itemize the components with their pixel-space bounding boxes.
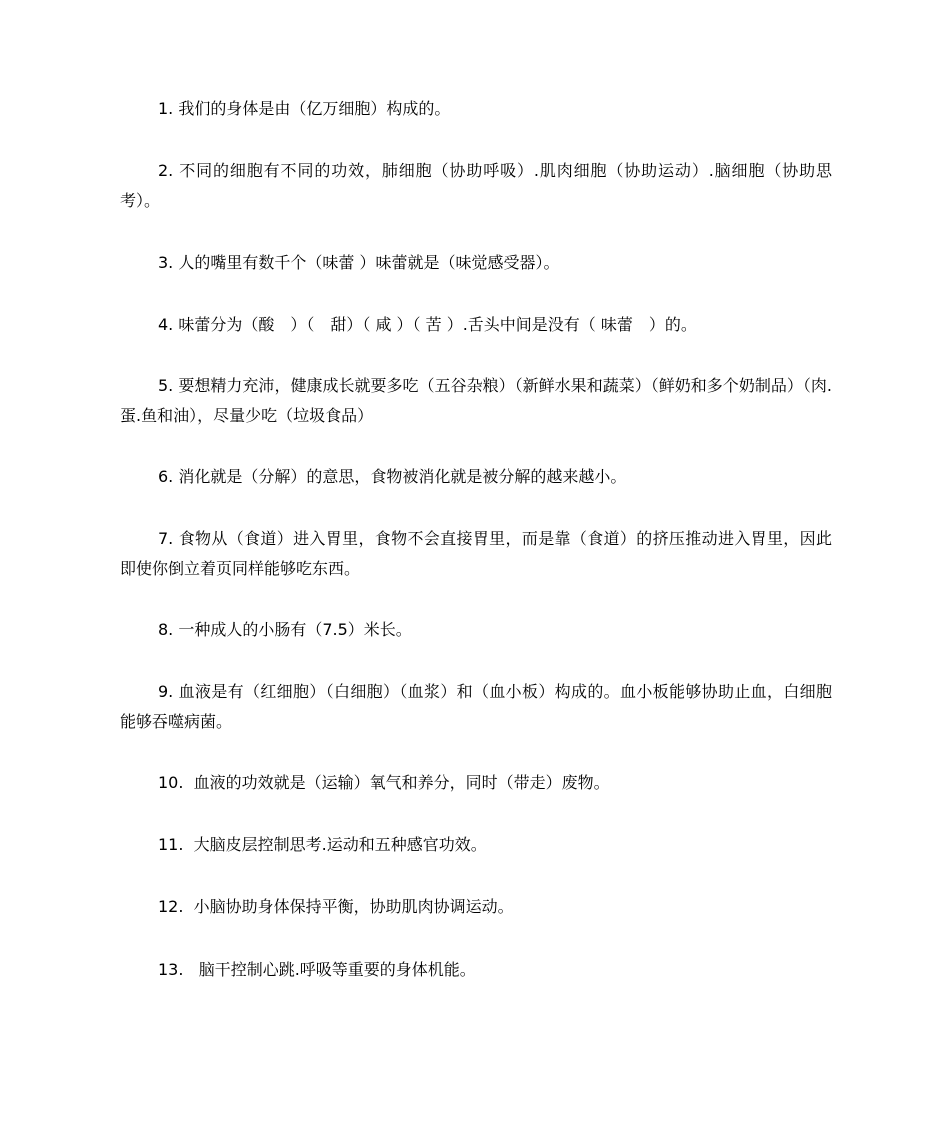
- paragraph-4: 4. 味蕾分为（酸 ）（ 甜）（ 咸 ）（ 苦 ）.舌头中间是没有（ 味蕾 ）的。: [158, 315, 697, 334]
- paragraph-5: 5. 要想精力充沛，健康成长就要多吃（五谷杂粮）（新鲜水果和蔬菜）（鲜奶和多个奶制品）（肉.蛋.鱼和油），尽量少吃（垃圾食品）: [120, 376, 832, 425]
- paragraph-2: 2. 不同的细胞有不同的功效，肺细胞（协助呼吸）.肌肉细胞（协助运动）.脑细胞（协助思考）。: [120, 161, 832, 210]
- paragraph-7: 7. 食物从（食道）进入胃里，食物不会直接胃里，而是靠（食道）的挤压推动进入胃里，因此即使你倒立着页同样能够吃东西。: [120, 529, 832, 578]
- paragraph-3: 3. 人的嘴里有数千个（味蕾 ）味蕾就是（味觉感受器）。: [158, 253, 560, 272]
- paragraph-11: 11. 大脑皮层控制思考.运动和五种感官功效。: [158, 835, 487, 854]
- paragraph-12: 12. 小脑协助身体保持平衡，协助肌肉协调运动。: [158, 897, 514, 916]
- paragraph-9: 9. 血液是有（红细胞）（白细胞）（血浆）和（血小板）构成的。血小板能够协助止血，白细胞能够吞噬病菌。: [120, 682, 832, 731]
- paragraph-1: 1. 我们的身体是由（亿万细胞）构成的。: [158, 99, 451, 118]
- paragraph-13: 13. 脑干控制心跳.呼吸等重要的身体机能。: [158, 960, 476, 979]
- paragraph-8: 8. 一种成人的小肠有（7.5）米长。: [158, 620, 412, 639]
- paragraph-6: 6. 消化就是（分解）的意思，食物被消化就是被分解的越来越小。: [158, 467, 627, 486]
- paragraph-10: 10. 血液的功效就是（运输）氧气和养分，同时（带走）废物。: [158, 773, 610, 792]
